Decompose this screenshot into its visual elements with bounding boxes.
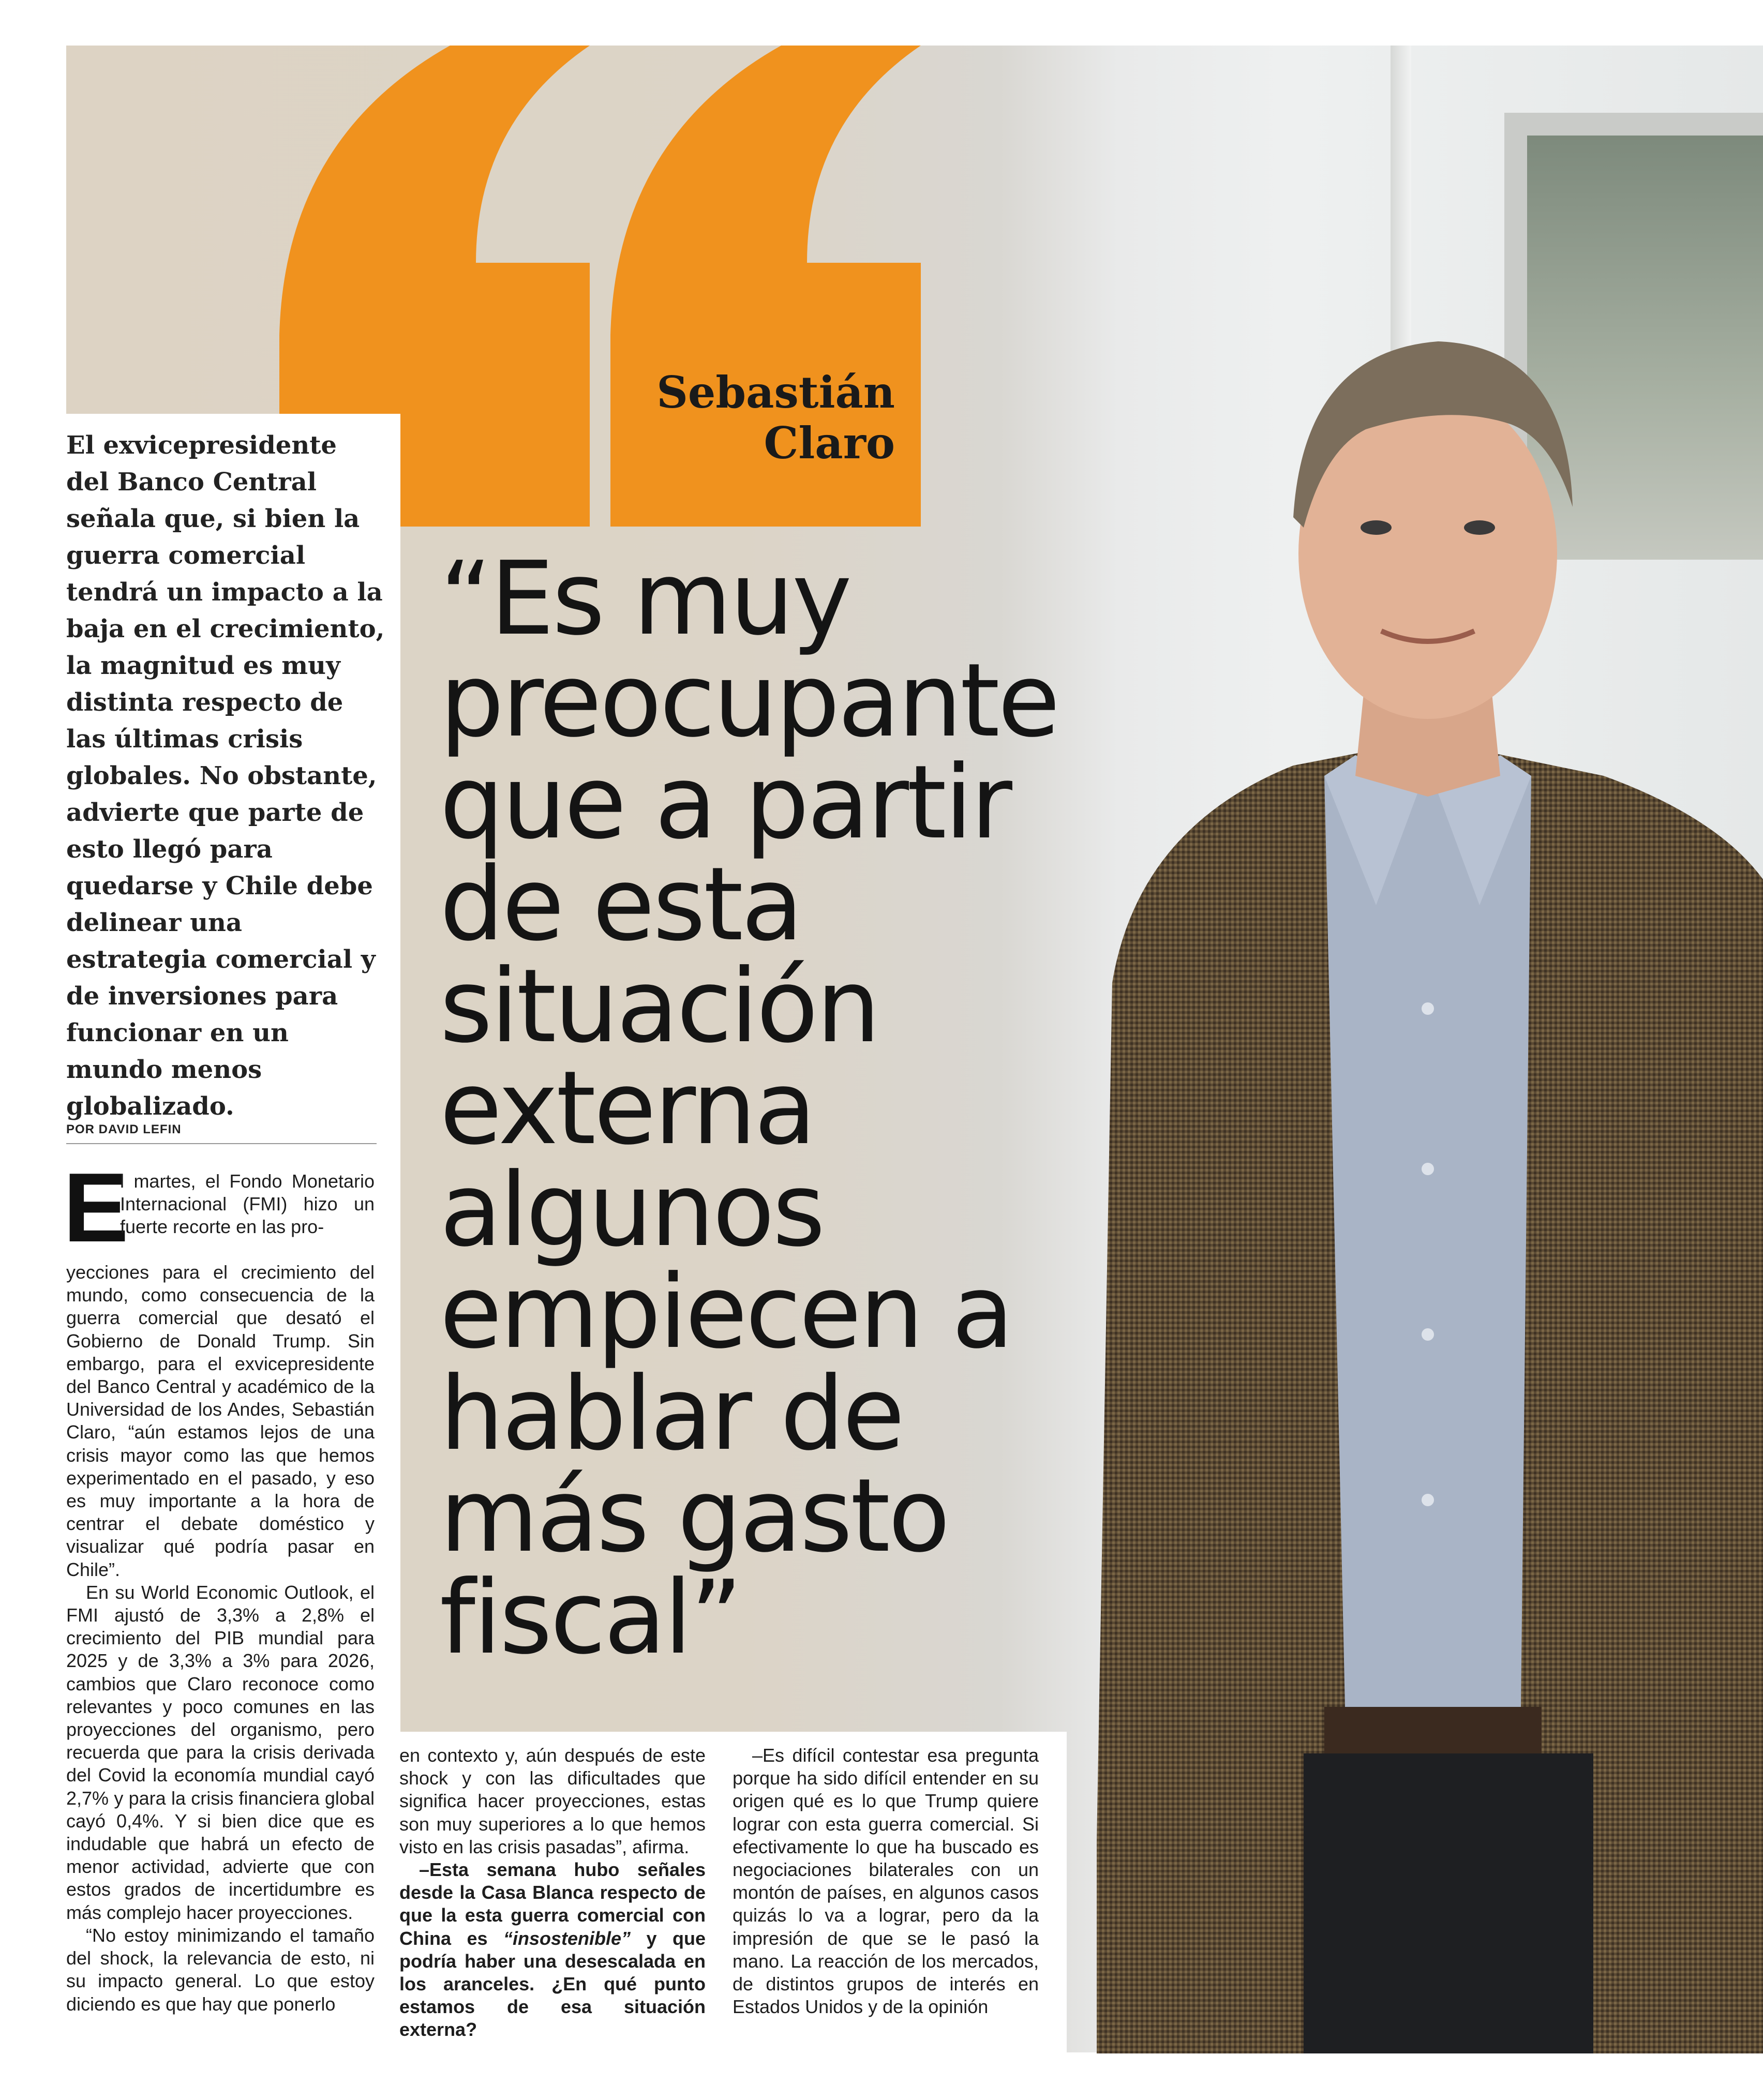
article-column-1-dropcap-lines xyxy=(120,1170,375,1239)
interviewee-name xyxy=(621,367,895,469)
headline-quote: “Es muy preocupante que a partir de esta situación externa algunos empiecen a hablar de más gasto fiscal” xyxy=(440,540,1058,1677)
lede-paragraph: El exvicepresidente del Banco Central señala que, si bien la guerra comercial tendrá un impacto a la baja en el crecimiento, la magnitud es muy distinta respecto de las últimas crisis globales. No obstante, advierte que parte de esto llegó para quedarse y Chile debe delinear una estrategia comercial y de inversiones para funcionar en un mundo menos globalizado. xyxy=(66,431,385,1121)
article-p1-start: l martes, el Fondo Monetario Internacional (FMI) hizo un fuerte recorte en las pro- xyxy=(120,1171,375,1238)
name-last: Claro xyxy=(764,417,895,469)
question-part-a: –Esta semana hubo señales desde la Casa Blanca respecto de que la esta guerra comercial con China es xyxy=(399,1859,706,1949)
interview-answer: –Es difícil contestar esa pregunta porque ha sido difícil entender en su origen qué es lo que Trump quiere lograr con esta guerra comercial. Si efectivamente lo que ha buscado es negociaciones bilaterales con un montón de países, en algunos casos quizás lo va a lograr, pero da la impresión de que se le pasó la mano. La reacción de los mercados, de distintos grupos de interés en Estados Unidos y de la opinión xyxy=(733,1745,1039,2018)
article-column-3 xyxy=(733,1744,1039,2018)
question-italic: “insostenible” xyxy=(503,1927,631,1949)
article-p1-rest: yecciones para el crecimiento del mundo, como consecuencia de la guerra comercial que desató el Gobierno de Donald Trump. Sin embargo, para el exvicepresidente del Banco Central y académico de la Universidad de los Andes, Sebastián Claro, “aún estamos lejos de una crisis mayor como las que hemos experimentado en el pasado, y eso es muy importante a la hora de centrar el debate doméstico y visualizar qué podría pasar en Chile”. xyxy=(66,1262,375,1580)
portrait-person-illustration xyxy=(1035,310,1763,2053)
name-first: Sebastián xyxy=(656,367,895,418)
article-p3: “No estoy minimizando el tamaño del shock, la relevancia de esto, ni su impacto general. Lo que estoy diciendo es que hay que ponerlo xyxy=(66,1924,375,2015)
column-2-paragraph: en contexto y, aún después de este shock y con las dificultades que significa hacer proyecciones, estas son muy superiores a lo que hemos visto en las crisis pasadas”, afirma. xyxy=(399,1745,706,1857)
article-p2: En su World Economic Outlook, el FMI ajustó de 3,3% a 2,8% el crecimiento del PIB mundial para 2025 y de 3,3% a 3% para 2026, cambios que Claro reconoce como relevantes y poco comunes en las proyecciones del organismo, pero recuerda que para la crisis derivada del Covid la economía mundial cayó 2,7% y para la crisis financiera global cayó 0,4%. Y si bien dice que es indudable que habrá un efecto de menor actividad, advierte que con estos grados de incertidumbre es más complejo hacer proyecciones. xyxy=(66,1581,375,1923)
question-part-b: y que podría haber una desescalada en los aranceles. ¿En qué punto estamos de esa situación externa? xyxy=(399,1927,706,2041)
interview-question xyxy=(399,1858,706,2042)
article-column-2 xyxy=(399,1744,706,2042)
article-column-1 xyxy=(66,1261,375,2016)
drop-cap: E xyxy=(63,1153,129,1263)
byline: POR DAVID LEFIN xyxy=(66,1122,377,1144)
